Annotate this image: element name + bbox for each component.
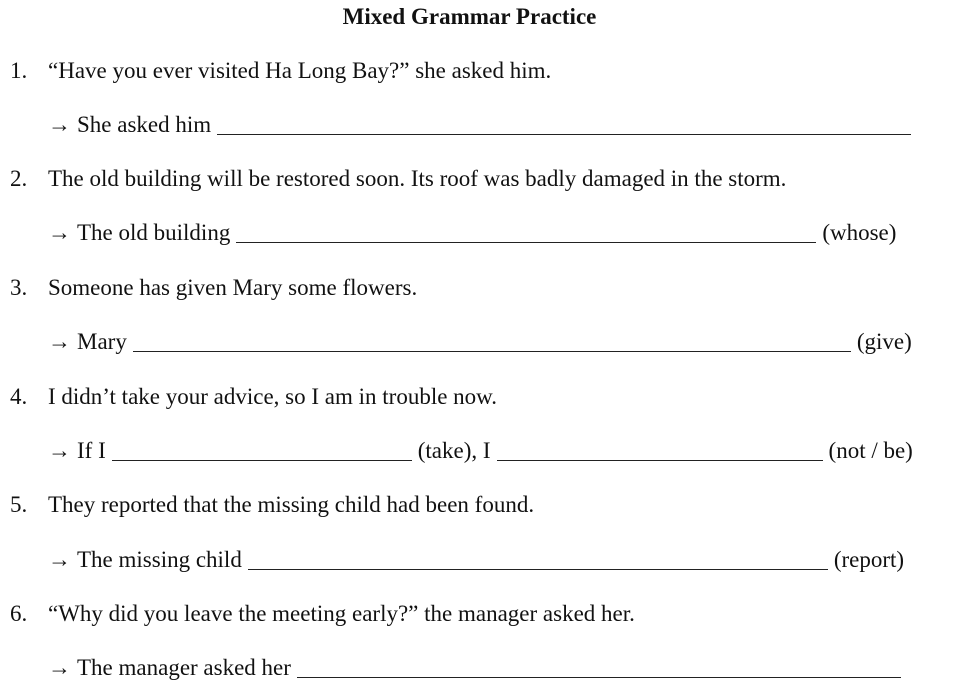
answer-prefix: She asked him (77, 112, 212, 137)
answer-prefix: If I (77, 438, 106, 463)
question-text: I didn’t take your advice, so I am in trouble now. (48, 384, 498, 409)
answer-blank[interactable] (248, 549, 828, 570)
question-number: 2. (10, 166, 28, 191)
arrow-icon: → (48, 329, 71, 354)
question-text: Someone has given Mary some flowers. (48, 275, 418, 300)
question-number: 4. (10, 384, 28, 409)
answer-hint: (give) (856, 329, 912, 354)
page-title: Mixed Grammar Practice (342, 4, 597, 29)
question-text: “Have you ever visited Ha Long Bay?” she asked him. (48, 58, 552, 83)
arrow-icon: → (48, 112, 71, 137)
answer-blank[interactable] (133, 331, 851, 352)
answer-blank[interactable] (217, 114, 911, 135)
question-number: 6. (10, 601, 28, 626)
answer-hint: (whose) (822, 220, 897, 245)
answer-blank[interactable] (297, 657, 901, 678)
answer-blank[interactable] (236, 222, 816, 243)
question-number: 1. (10, 58, 28, 83)
answer-prefix: The manager asked her (77, 655, 291, 680)
question-text: They reported that the missing child had been found. (48, 492, 535, 517)
question-text: “Why did you leave the meeting early?” the manager asked her. (48, 601, 635, 626)
answer-prefix: The old building (77, 220, 231, 245)
question-number: 5. (10, 492, 28, 517)
arrow-icon: → (48, 220, 71, 245)
answer-blank-1[interactable] (112, 440, 412, 461)
answer-blank-2[interactable] (497, 440, 823, 461)
answer-prefix: The missing child (77, 547, 242, 572)
arrow-icon: → (48, 655, 71, 680)
answer-prefix: Mary (77, 329, 127, 354)
answer-hint-1: (take), I (417, 438, 491, 463)
answer-hint-2: (not / be) (828, 438, 913, 463)
question-text: The old building will be restored soon. Its roof was badly damaged in the storm. (48, 166, 787, 191)
arrow-icon: → (48, 438, 71, 463)
arrow-icon: → (48, 547, 71, 572)
answer-hint: (report) (833, 547, 905, 572)
question-number: 3. (10, 275, 28, 300)
